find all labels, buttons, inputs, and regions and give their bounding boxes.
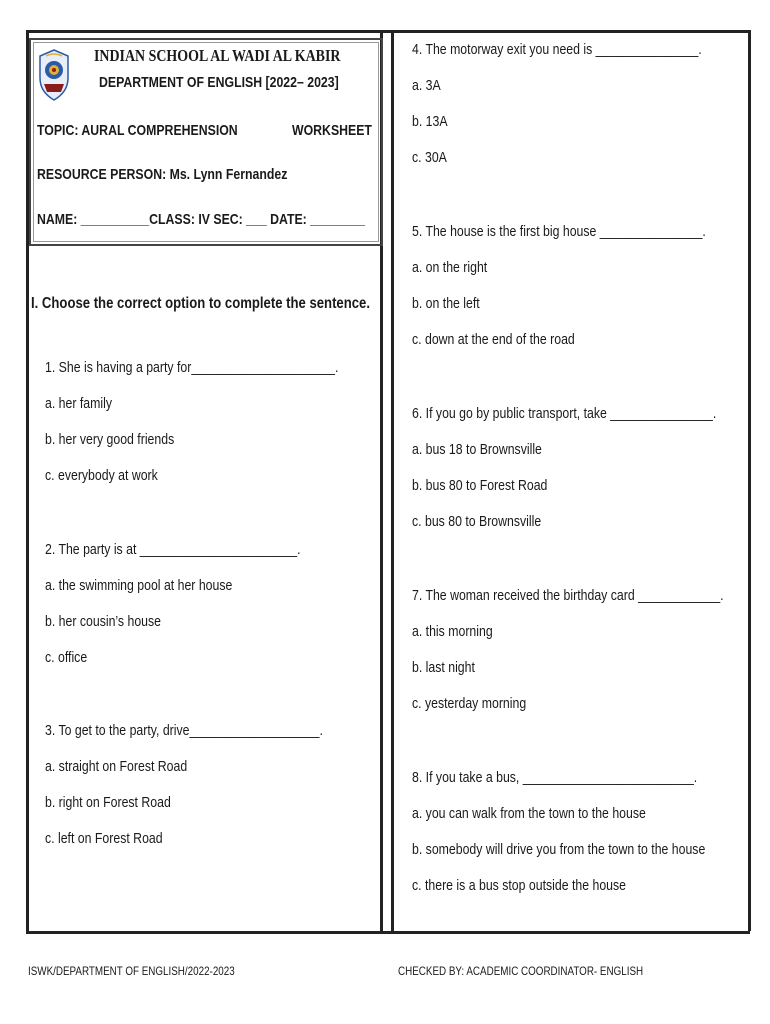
instruction-heading: I. Choose the correct option to complete the sentence.: [31, 295, 370, 312]
column-divider-right: [391, 30, 394, 931]
question-5-option-b: b. on the left: [412, 295, 480, 312]
question-2-option-c: c. office: [45, 649, 88, 666]
question-1-option-b: b. her very good friends: [45, 431, 175, 448]
worksheet-label: WORKSHEET: [292, 122, 372, 139]
question-5-option-a: a. on the right: [412, 259, 488, 276]
school-crest-icon: [37, 48, 71, 102]
question-4-option-a: a. 3A: [412, 77, 441, 94]
question-2-option-b: b. her cousin’s house: [45, 613, 162, 630]
question-4: 4. The motorway exit you need is _______________.: [412, 41, 702, 58]
question-3: 3. To get to the party, drive___________________.: [45, 722, 323, 739]
question-3-option-a: a. straight on Forest Road: [45, 758, 188, 775]
question-4-option-c: c. 30A: [412, 149, 447, 166]
question-1: 1. She is having a party for_____________________.: [45, 359, 339, 376]
question-5-option-c: c. down at the end of the road: [412, 331, 575, 348]
question-8: 8. If you take a bus, _________________________.: [412, 769, 698, 786]
question-8-option-a: a. you can walk from the town to the house: [412, 805, 646, 822]
question-7-option-a: a. this morning: [412, 623, 493, 640]
question-7: 7. The woman received the birthday card ____________.: [412, 587, 724, 604]
school-name: INDIAN SCHOOL AL WADI AL KABIR: [94, 46, 341, 65]
resource-person: RESOURCE PERSON: Ms. Lynn Fernandez: [37, 166, 288, 183]
question-7-option-c: c. yesterday morning: [412, 695, 527, 712]
footer-checked-by: CHECKED BY: ACADEMIC COORDINATOR- ENGLISH: [398, 964, 644, 978]
question-6-option-c: c. bus 80 to Brownsville: [412, 513, 542, 530]
question-6-option-a: a. bus 18 to Brownsville: [412, 441, 542, 458]
student-details-line: NAME: __________CLASS: IV SEC: ___ DATE: ________: [37, 211, 365, 228]
question-3-option-b: b. right on Forest Road: [45, 794, 171, 811]
footer-department: ISWK/DEPARTMENT OF ENGLISH/2022-2023: [28, 964, 235, 978]
question-2: 2. The party is at _______________________.: [45, 541, 301, 558]
question-5: 5. The house is the first big house _______________.: [412, 223, 706, 240]
department-heading: DEPARTMENT OF ENGLISH [2022– 2023]: [99, 74, 339, 91]
question-2-option-a: a. the swimming pool at her house: [45, 577, 233, 594]
question-1-option-a: a. her family: [45, 395, 112, 412]
question-8-option-b: b. somebody will drive you from the town to the house: [412, 841, 706, 858]
right-border: [748, 30, 751, 931]
topic-label: TOPIC: AURAL COMPREHENSION: [37, 122, 238, 139]
question-3-option-c: c. left on Forest Road: [45, 830, 163, 847]
question-7-option-b: b. last night: [412, 659, 475, 676]
question-8-option-c: c. there is a bus stop outside the house: [412, 877, 627, 894]
question-6: 6. If you go by public transport, take _______________.: [412, 405, 717, 422]
question-4-option-b: b. 13A: [412, 113, 448, 130]
question-6-option-b: b. bus 80 to Forest Road: [412, 477, 548, 494]
question-1-option-c: c. everybody at work: [45, 467, 158, 484]
